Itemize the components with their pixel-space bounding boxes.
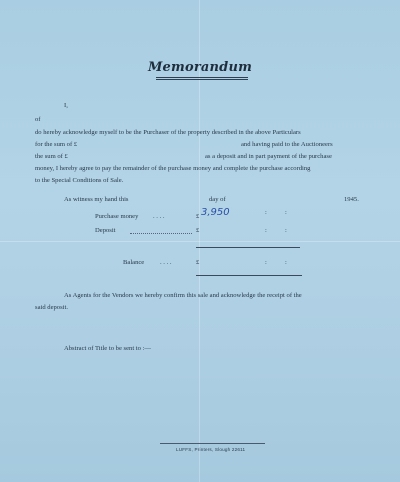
colon: : [265,209,267,216]
agents-line: said deposit. [35,304,68,311]
fold-crease [0,241,400,242]
leader-dots: . . . . [160,259,172,266]
pound-sign: £ [196,259,200,266]
balance-label: Balance [123,259,145,266]
colon: : [265,227,267,234]
year-label: 1945. [344,196,359,203]
colon: : [285,227,287,234]
body-line: and having paid to the Auctioneers [241,141,333,148]
deposit-label: Deposit [95,227,116,234]
witness-line: As witness my hand this [64,196,129,203]
body-line: to the Special Conditions of Sale. [35,177,124,184]
line-of: of [35,116,41,123]
body-line: as a deposit and in part payment of the purchase [205,153,332,160]
body-line: the sum of £ [35,153,68,160]
agents-line: As Agents for the Vendors we hereby confirm this sale and acknowledge the receipt of the [64,292,302,299]
body-line: do hereby acknowledge myself to be the Purchaser of the property described in the above Particulars [35,129,301,136]
leader-dots: . . . . [153,213,165,220]
total-rule [196,275,302,276]
colon: : [265,259,267,266]
colon: : [285,209,287,216]
body-line: for the sum of £ [35,141,78,148]
printer-rule [160,443,265,444]
title-underline [156,77,248,80]
day-of-label: day of [209,196,226,203]
printer-credit: LUFFS, Printers, Slough 22611 [176,447,246,452]
colon: : [285,259,287,266]
subtotal-rule [196,247,300,248]
line-i: I, [64,102,68,109]
pound-sign: £ [196,213,200,220]
leader-dots [130,233,192,234]
abstract-line: Abstract of Title to be sent to :— [64,345,151,352]
purchase-money-label: Purchase money [95,213,139,220]
document-title: Memorandum [147,60,253,75]
purchase-money-value: 3,950 [201,207,230,218]
pound-sign: £ [196,227,200,234]
body-line: money, I hereby agree to pay the remainder of the purchase money and complete the purchase according [35,165,311,172]
